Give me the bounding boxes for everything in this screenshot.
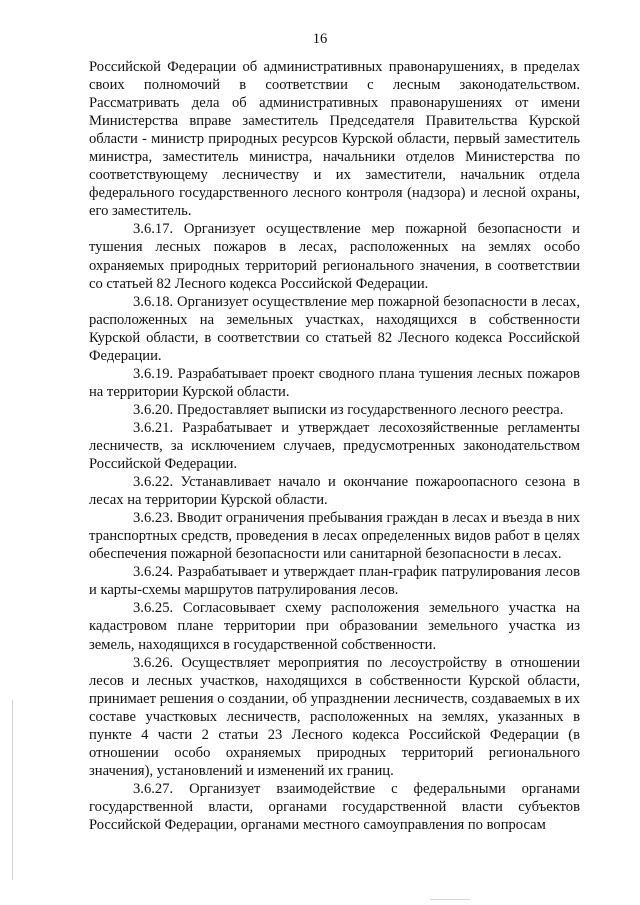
paragraph-3-6-25: 3.6.25. Согласовывает схему расположения земельного участка на кадастровом плане территории при образовании земельного участка из земель, находящихся в государственной собственности. <box>89 600 580 653</box>
paragraph-3-6-24: 3.6.24. Разрабатывает и утверждает план-график патрулирования лесов и карты-схемы маршрутов патрулирования лесов. <box>89 564 580 599</box>
paragraph-3-6-23: 3.6.23. Вводит ограничения пребывания граждан в лесах и въезда в них транспортных средств, проведения в лесах определенных видов работ в целях обеспечения пожарной безопасности или санитарной безопасности в лесах. <box>89 510 580 563</box>
scan-edge-mark-bottom <box>430 899 470 900</box>
paragraph-3-6-20: 3.6.20. Предоставляет выписки из государственного лесного реестра. <box>133 401 564 418</box>
paragraph-3-6-19: 3.6.19. Разрабатывает проект сводного плана тушения лесных пожаров на территории Курской области. <box>89 365 580 400</box>
document-body <box>89 58 580 834</box>
paragraph-3-6-26: 3.6.26. Осуществляет мероприятия по лесоустройству в отношении лесов и лесных участков, находящихся в собственности Курской области, принимает решения о создании, об упразднении лесничеств, создаваемых в их составе участковых лесничеств, расположенных на землях, указанных в пункте 4 части 2 статьи 23 Лесного кодекса Российской Федерации (в отношении особо охраняемых природных территорий регионального значения), установлений и изменений их границ. <box>89 654 580 779</box>
scan-edge-mark <box>12 700 13 880</box>
page-number: 16 <box>312 31 328 47</box>
paragraph-3-6-18: 3.6.18. Организует осуществление мер пожарной безопасности в лесах, расположенных на земельных участках, находящихся в собственности Курской области, в соответствии со статьей 82 Лесного кодекса Российской Федерации. <box>89 293 580 364</box>
paragraph-3-6-21: 3.6.21. Разрабатывает и утверждает лесохозяйственные регламенты лесничеств, за исключением случаев, предусмотренных законодательством Российской Федерации. <box>89 419 580 473</box>
paragraph-continuation: Российской Федерации об административных правонарушениях, в пределах своих полномочий в соответствии с лесным законодательством. Рассматривать дела об административных правонарушениях от имени Министерства вправе заместитель Председателя Правительства Курской области - министр природных ресурсов Курской области, первый заместитель министра, заместитель министра, начальники отделов Министерства по соответствующему лесничеству и их заместители, начальник отдела федерального государственного лесного контроля (надзора) и лесной охраны, его заместитель. <box>89 59 580 220</box>
paragraph-3-6-17: 3.6.17. Организует осуществление мер пожарной безопасности и тушения лесных пожаров в лесах, расположенных на землях особо охраняемых природных территорий регионального значения, в соответствии со статьей 82 Лесного кодекса Российской Федерации. <box>89 221 580 292</box>
paragraph-3-6-22: 3.6.22. Устанавливает начало и окончание пожароопасного сезона в лесах на территории Курской области. <box>89 474 580 509</box>
paragraph-3-6-27: 3.6.27. Организует взаимодействие с федеральными органами государственной власти, органами государственной власти субъектов Российской Федерации, органами местного самоуправления по вопросам <box>89 780 580 833</box>
